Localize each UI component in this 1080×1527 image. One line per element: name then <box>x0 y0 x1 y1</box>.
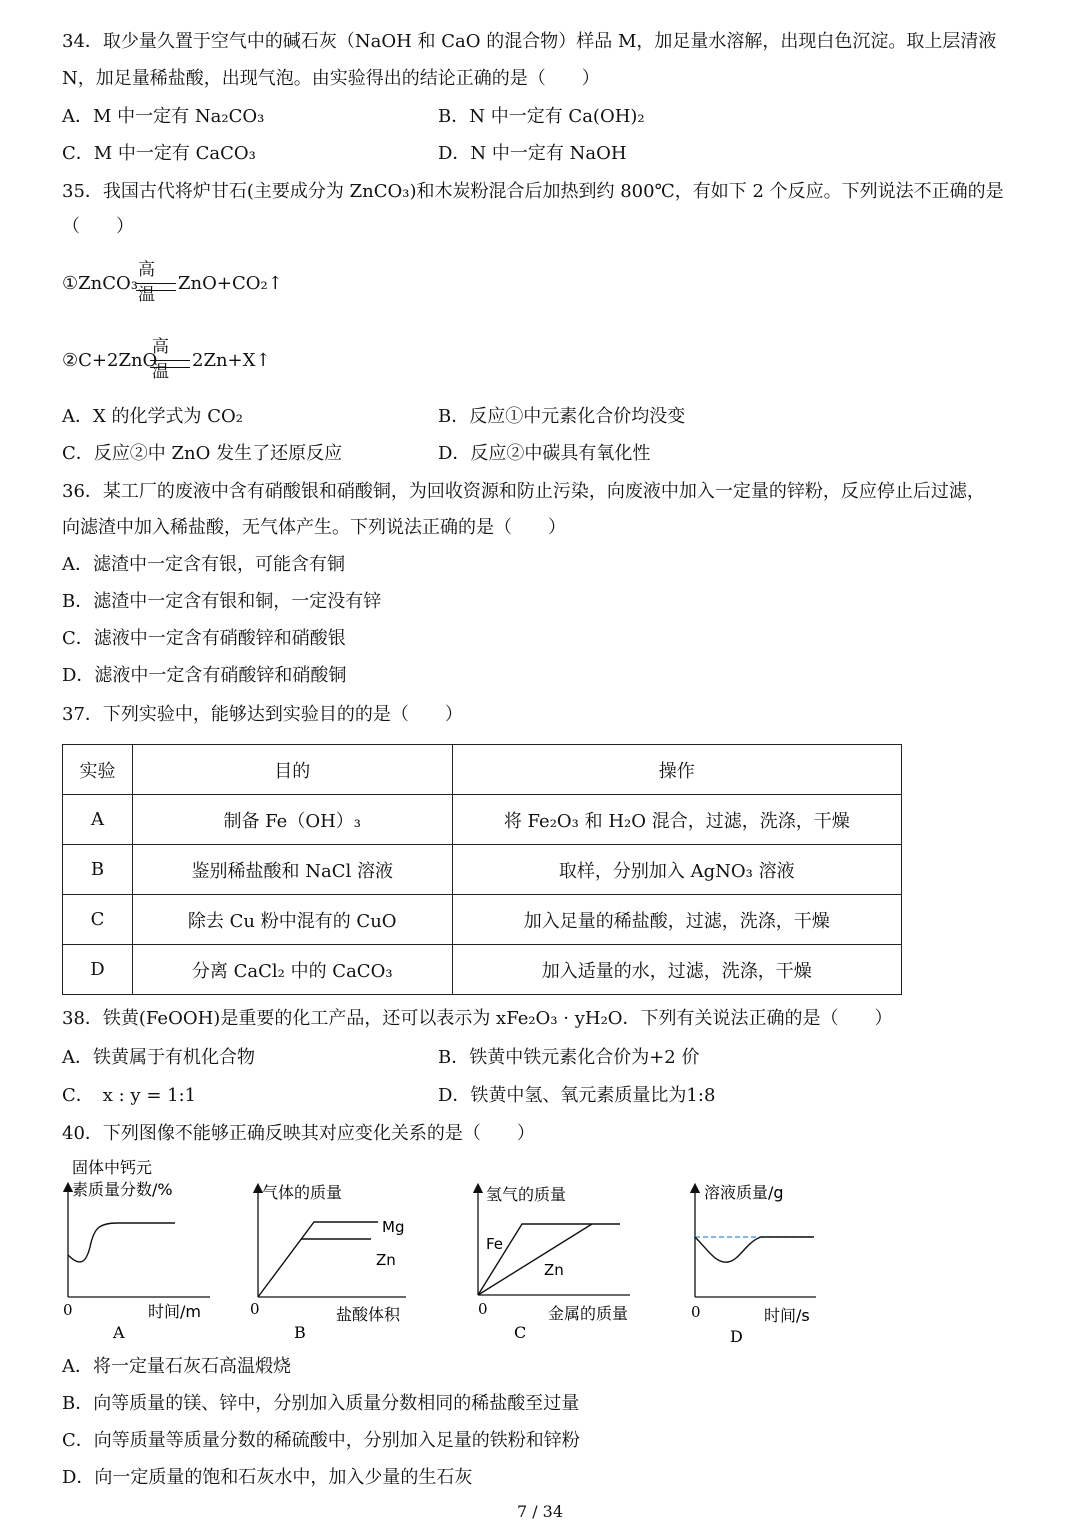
table-header-cell: 目的 <box>132 745 452 795</box>
q35-stem-line1: 35．我国古代将炉甘石(主要成分为 ZnCO₃)和木炭粉混合后加热到约 800℃，有如下 2 个反应。下列说法不正确的是 <box>62 181 1004 202</box>
table-header-cell: 实验 <box>63 745 133 795</box>
graph-c-caption: C <box>514 1323 527 1342</box>
graph-b-caption: B <box>294 1323 306 1342</box>
table-cell: 加入足量的稀盐酸，过滤，洗涤，干燥 <box>452 895 901 945</box>
q38-option-d: D．铁黄中氢、氧元素质量比为1:8 <box>438 1085 716 1106</box>
table-cell: 制备 Fe（OH）₃ <box>132 795 452 845</box>
table-row <box>63 945 902 995</box>
graph-c-xlabel: 金属的质量 <box>548 1304 629 1323</box>
graph-d-origin: 0 <box>691 1303 701 1321</box>
q37-table <box>62 744 902 995</box>
q35-option-c: C．反应②中 ZnO 发生了还原反应 <box>62 443 343 464</box>
graph-a <box>60 1155 230 1345</box>
q40-option-c: C．向等质量等质量分数的稀硫酸中，分别加入足量的铁粉和锌粉 <box>62 1430 580 1451</box>
eq1-condition: 高温 <box>138 260 155 305</box>
q34-option-c: C．M 中一定有 CaCO₃ <box>62 143 256 164</box>
graph-b-ylabel: 气体的质量 <box>262 1183 343 1202</box>
graph-c-label-zn: Zn <box>544 1261 564 1279</box>
q36-option-b: B．滤渣中一定含有银和铜，一定没有锌 <box>62 591 382 612</box>
graph-a-curve <box>68 1223 175 1262</box>
table-cell: 鉴别稀盐酸和 NaCl 溶液 <box>132 845 452 895</box>
eq1-equals <box>136 283 176 291</box>
table-cell: A <box>63 795 133 845</box>
graph-b-label-zn: Zn <box>376 1251 396 1269</box>
graph-a-xlabel: 时间/m <box>148 1302 201 1321</box>
graph-a-ylabel-line2: 素质量分数/% <box>72 1180 173 1199</box>
graph-a-caption: A <box>113 1323 125 1342</box>
graph-a-origin: 0 <box>63 1301 73 1319</box>
q36-option-a: A．滤渣中一定含有银，可能含有铜 <box>62 554 345 575</box>
graph-b-label-mg: Mg <box>382 1218 405 1236</box>
table-cell: 将 Fe₂O₃ 和 H₂O 混合，过滤，洗涤，干燥 <box>452 795 901 845</box>
table-cell: 加入适量的水，过滤，洗涤，干燥 <box>452 945 901 995</box>
q36-stem-line1: 36．某工厂的废液中含有硝酸银和硝酸铜，为回收资源和防止污染，向废液中加入一定量的锌粉，反应停止后过滤， <box>62 481 985 502</box>
q34-stem-line2: N，加足量稀盐酸，出现气泡。由实验得出的结论正确的是（ ） <box>62 68 600 89</box>
eq1-products: ZnO+CO₂↑ <box>178 273 283 294</box>
q34-option-a: A．M 中一定有 Na₂CO₃ <box>62 106 265 127</box>
page-number: 7 / 34 <box>516 1502 564 1521</box>
q40-option-b: B．向等质量的镁、锌中，分别加入质量分数相同的稀盐酸至过量 <box>62 1393 580 1414</box>
table-cell: 分离 CaCl₂ 中的 CaCO₃ <box>132 945 452 995</box>
q35-option-b: B．反应①中元素化合价均没变 <box>438 406 686 427</box>
graph-b <box>246 1180 421 1345</box>
q35-option-d: D．反应②中碳具有氧化性 <box>438 443 651 464</box>
q38-option-a: A．铁黄属于有机化合物 <box>62 1047 255 1068</box>
q40-option-d: D．向一定质量的饱和石灰水中，加入少量的生石灰 <box>62 1467 473 1488</box>
q36-option-d: D．滤液中一定含有硝酸锌和硝酸铜 <box>62 665 347 686</box>
table-row <box>63 895 902 945</box>
table-header-cell: 操作 <box>452 745 901 795</box>
graph-d-caption: D <box>730 1327 743 1346</box>
q35-option-a: A．X 的化学式为 CO₂ <box>62 406 244 427</box>
eq2-products: 2Zn+X↑ <box>192 350 271 371</box>
q34-stem-line1: 34．取少量久置于空气中的碱石灰（NaOH 和 CaO 的混合物）样品 M，加足量水溶解，出现白色沉淀。取上层清液 <box>62 31 997 52</box>
graph-b-xlabel: 盐酸体积 <box>336 1305 401 1324</box>
graph-c-origin: 0 <box>478 1300 488 1318</box>
q38-option-b: B．铁黄中铁元素化合价为+2 价 <box>438 1047 700 1068</box>
graph-c-label-fe: Fe <box>486 1235 504 1253</box>
table-cell: D <box>63 945 133 995</box>
q35-stem-line2: （ ） <box>62 216 134 237</box>
table-row <box>63 795 902 845</box>
table-header-row <box>63 745 902 795</box>
q38-option-c: C． x : y = 1:1 <box>62 1085 197 1106</box>
table-cell: C <box>63 895 133 945</box>
eq2-equals <box>150 360 190 368</box>
graph-b-origin: 0 <box>250 1300 260 1318</box>
graph-b-line-mg <box>258 1222 378 1297</box>
table-row <box>63 845 902 895</box>
eq2-condition: 高温 <box>152 337 169 382</box>
q40-stem: 40．下列图像不能够正确反映其对应变化关系的是（ ） <box>62 1123 535 1144</box>
graph-d <box>686 1180 836 1350</box>
graph-c-ylabel: 氢气的质量 <box>486 1185 567 1204</box>
q34-option-d: D．N 中一定有 NaOH <box>438 143 627 164</box>
table-cell: 取样，分别加入 AgNO₃ 溶液 <box>452 845 901 895</box>
q38-stem: 38．铁黄(FeOOH)是重要的化工产品，还可以表示为 xFe₂O₃ · yH₂O．下列有关说法正确的是（ ） <box>62 1008 893 1029</box>
table-cell: 除去 Cu 粉中混有的 CuO <box>132 895 452 945</box>
table-cell: B <box>63 845 133 895</box>
graph-a-ylabel-line1: 固体中钙元 <box>72 1158 153 1177</box>
q40-option-a: A．将一定量石灰石高温煅烧 <box>62 1356 291 1377</box>
q34-option-b: B．N 中一定有 Ca(OH)₂ <box>438 106 645 127</box>
graph-c <box>470 1180 650 1345</box>
graph-d-curve <box>695 1237 814 1262</box>
q36-stem-line2: 向滤渣中加入稀盐酸，无气体产生。下列说法正确的是（ ） <box>62 517 566 538</box>
eq1-reactants: ①ZnCO₃ <box>62 273 138 294</box>
graph-d-xlabel: 时间/s <box>764 1306 810 1325</box>
q37-stem: 37．下列实验中，能够达到实验目的的是（ ） <box>62 704 463 725</box>
eq2-reactants: ②C+2ZnO <box>62 350 158 371</box>
graph-d-ylabel: 溶液质量/g <box>704 1183 784 1202</box>
q36-option-c: C．滤液中一定含有硝酸锌和硝酸银 <box>62 628 346 649</box>
